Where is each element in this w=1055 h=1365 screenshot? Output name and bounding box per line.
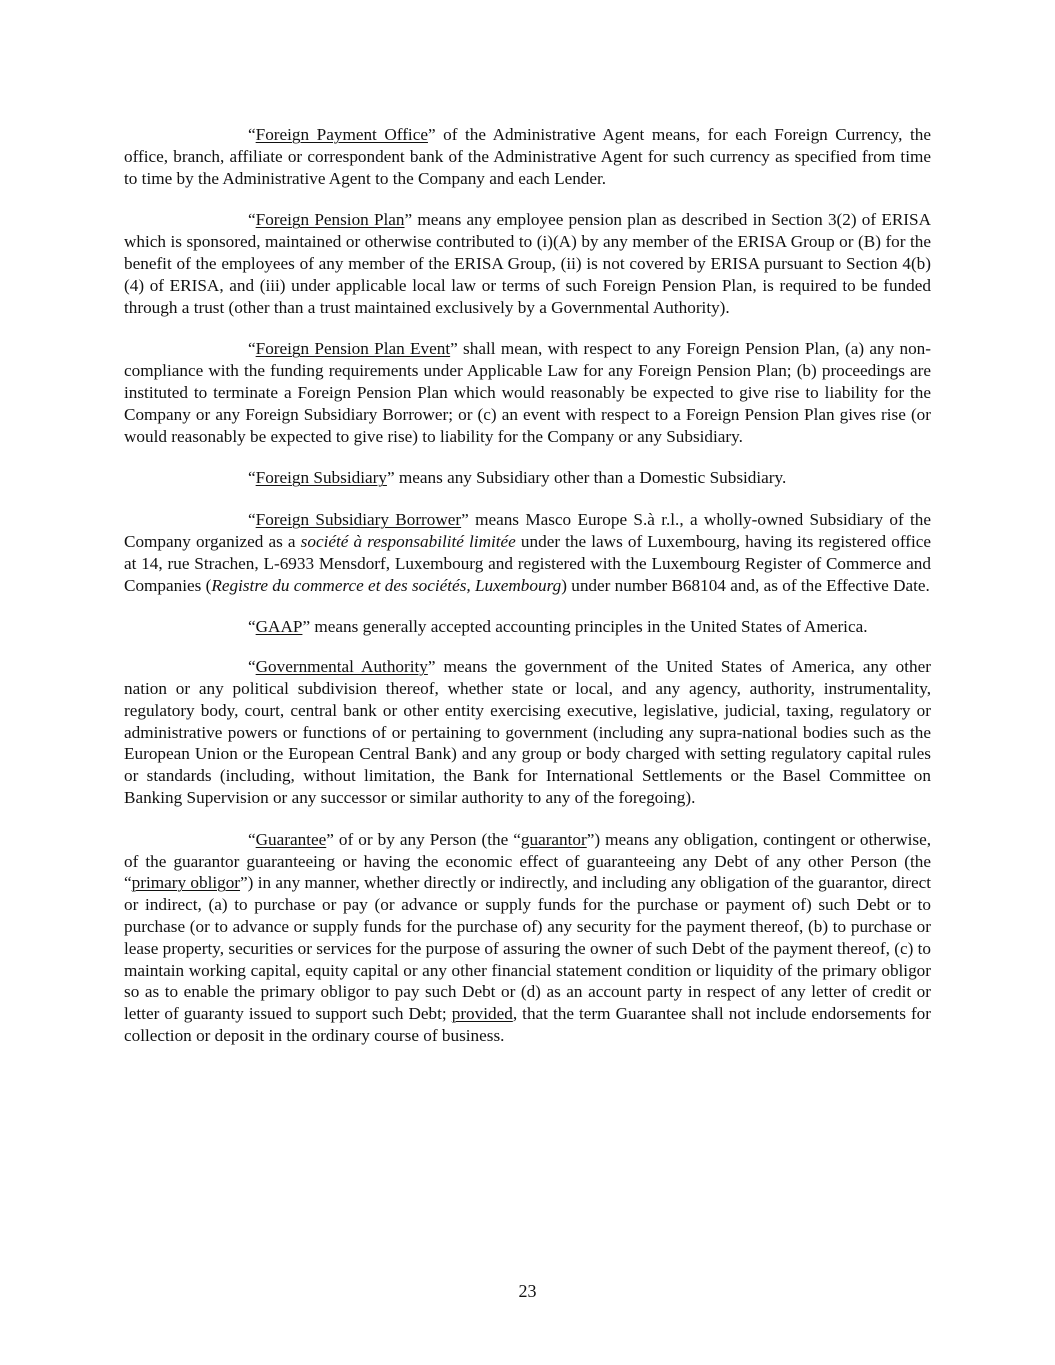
defined-term: Guarantee: [255, 829, 327, 849]
definition-gaap: “GAAP” means generally accepted accounting principles in the United States of America.: [248, 617, 868, 637]
defined-term: Foreign Subsidiary Borrower: [255, 510, 462, 530]
definition-foreign-pension-plan: “Foreign Pension Plan” means any employee pension plan as described in Section 3(2) of ERISA which is sponsored, maintained or otherwise contributed to (i)(A) by any member of the ERISA Group or (B) for the benefit of the employees of any member of the ERISA Group, (ii) is not covered by ERISA pursuant to Section 4(b)(4) of ERISA, and (iii) under applicable local law or terms of such Foreign Pension Plan, is required to be funded through a trust (other than a trust maintained exclusively by a Governmental Authority).: [124, 210, 931, 317]
defined-term: Foreign Subsidiary: [255, 468, 387, 488]
definition-guarantee: “Guarantee” of or by any Person (the “guarantor”) means any obligation, contingent or otherwise, of the guarantor guaranteeing or having the economic effect of guaranteeing any Debt of any other Person (the “primary obligor”) in any manner, whether directly or indirectly, and including any obligation of the guarantor, direct or indirect, (a) to purchase or pay (or advance or supply funds for the purchase or payment of) such Debt or to purchase (or to advance or supply funds for the purchase of) any security for the payment thereof, (b) to purchase or lease property, securities or services for the purpose of assuring the owner of such Debt of the payment thereof, (c) to maintain working capital, equity capital or any other financial statement condition or liquidity of the primary obligor so as to enable the primary obligor to pay such Debt or (d) as an account party in respect of any letter of credit or letter of guaranty issued to support such Debt; provided, that the term Guarantee shall not include endorsements for collection or deposit in the ordinary course of business.: [124, 829, 931, 1045]
defined-term: guarantor: [520, 829, 587, 849]
page-number: 23: [518, 1281, 537, 1301]
document-body: [124, 124, 931, 1067]
defined-term: GAAP: [255, 617, 303, 637]
definition-foreign-payment-office: “Foreign Payment Office” of the Administrative Agent means, for each Foreign Currency, the office, branch, affiliate or correspondent bank of the Administrative Agent for such currency as specified from time to time by the Administrative Agent to the Company and each Lender.: [124, 125, 931, 188]
definition-foreign-subsidiary: “Foreign Subsidiary” means any Subsidiary other than a Domestic Subsidiary.: [248, 468, 787, 488]
defined-term: Governmental Authority: [255, 657, 428, 677]
definition-foreign-pension-plan-event: “Foreign Pension Plan Event” shall mean, with respect to any Foreign Pension Plan, (a) any non-compliance with the funding requirements under Applicable Law for any Foreign Pension Plan; (b) proceedings are instituted to terminate a Foreign Pension Plan which would reasonably be expected to give rise to liability for the Company or any Foreign Subsidiary Borrower; or (c) an event with respect to a Foreign Pension Plan gives rise (or would reasonably be expected to give rise) to liability for the Company or any Subsidiary.: [124, 339, 931, 446]
definition-governmental-authority: “Governmental Authority” means the government of the United States of America, any other nation or any political subdivision thereof, whether state or local, and any agency, authority, instrumentality, regulatory body, court, central bank or other entity exercising executive, legislative, judicial, taxing, regulatory or administrative powers or functions of or pertaining to government (including any supra-national bodies such as the European Union or the European Central Bank) and any group or body charged with setting regulatory capital rules or standards (including, without limitation, the Bank for International Settlements or the Basel Committee on Banking Supervision or any successor or similar authority to any of the foregoing).: [124, 657, 931, 807]
defined-term: Foreign Payment Office: [255, 125, 428, 144]
defined-term: Foreign Pension Plan: [255, 210, 405, 230]
italic-phrase: Registre du commerce et des sociétés, Luxembourg: [211, 575, 562, 595]
definition-foreign-subsidiary-borrower: “Foreign Subsidiary Borrower” means Masco Europe S.à r.l., a wholly-owned Subsidiary of the Company organized as a société à responsabilité limitée under the laws of Luxembourg, having its registered office at 14, rue Strachen, L-6933 Mensdorf, Luxembourg and registered with the Luxembourg Register of Commerce and Companies (Registre du commerce et des sociétés, Luxembourg) under number B68104 and, as of the Effective Date.: [124, 510, 932, 595]
defined-term: Foreign Pension Plan Event: [255, 339, 451, 359]
italic-phrase: société à responsabilité limitée: [300, 531, 516, 551]
defined-term: provided: [451, 1004, 513, 1024]
defined-term: primary obligor: [131, 873, 241, 893]
